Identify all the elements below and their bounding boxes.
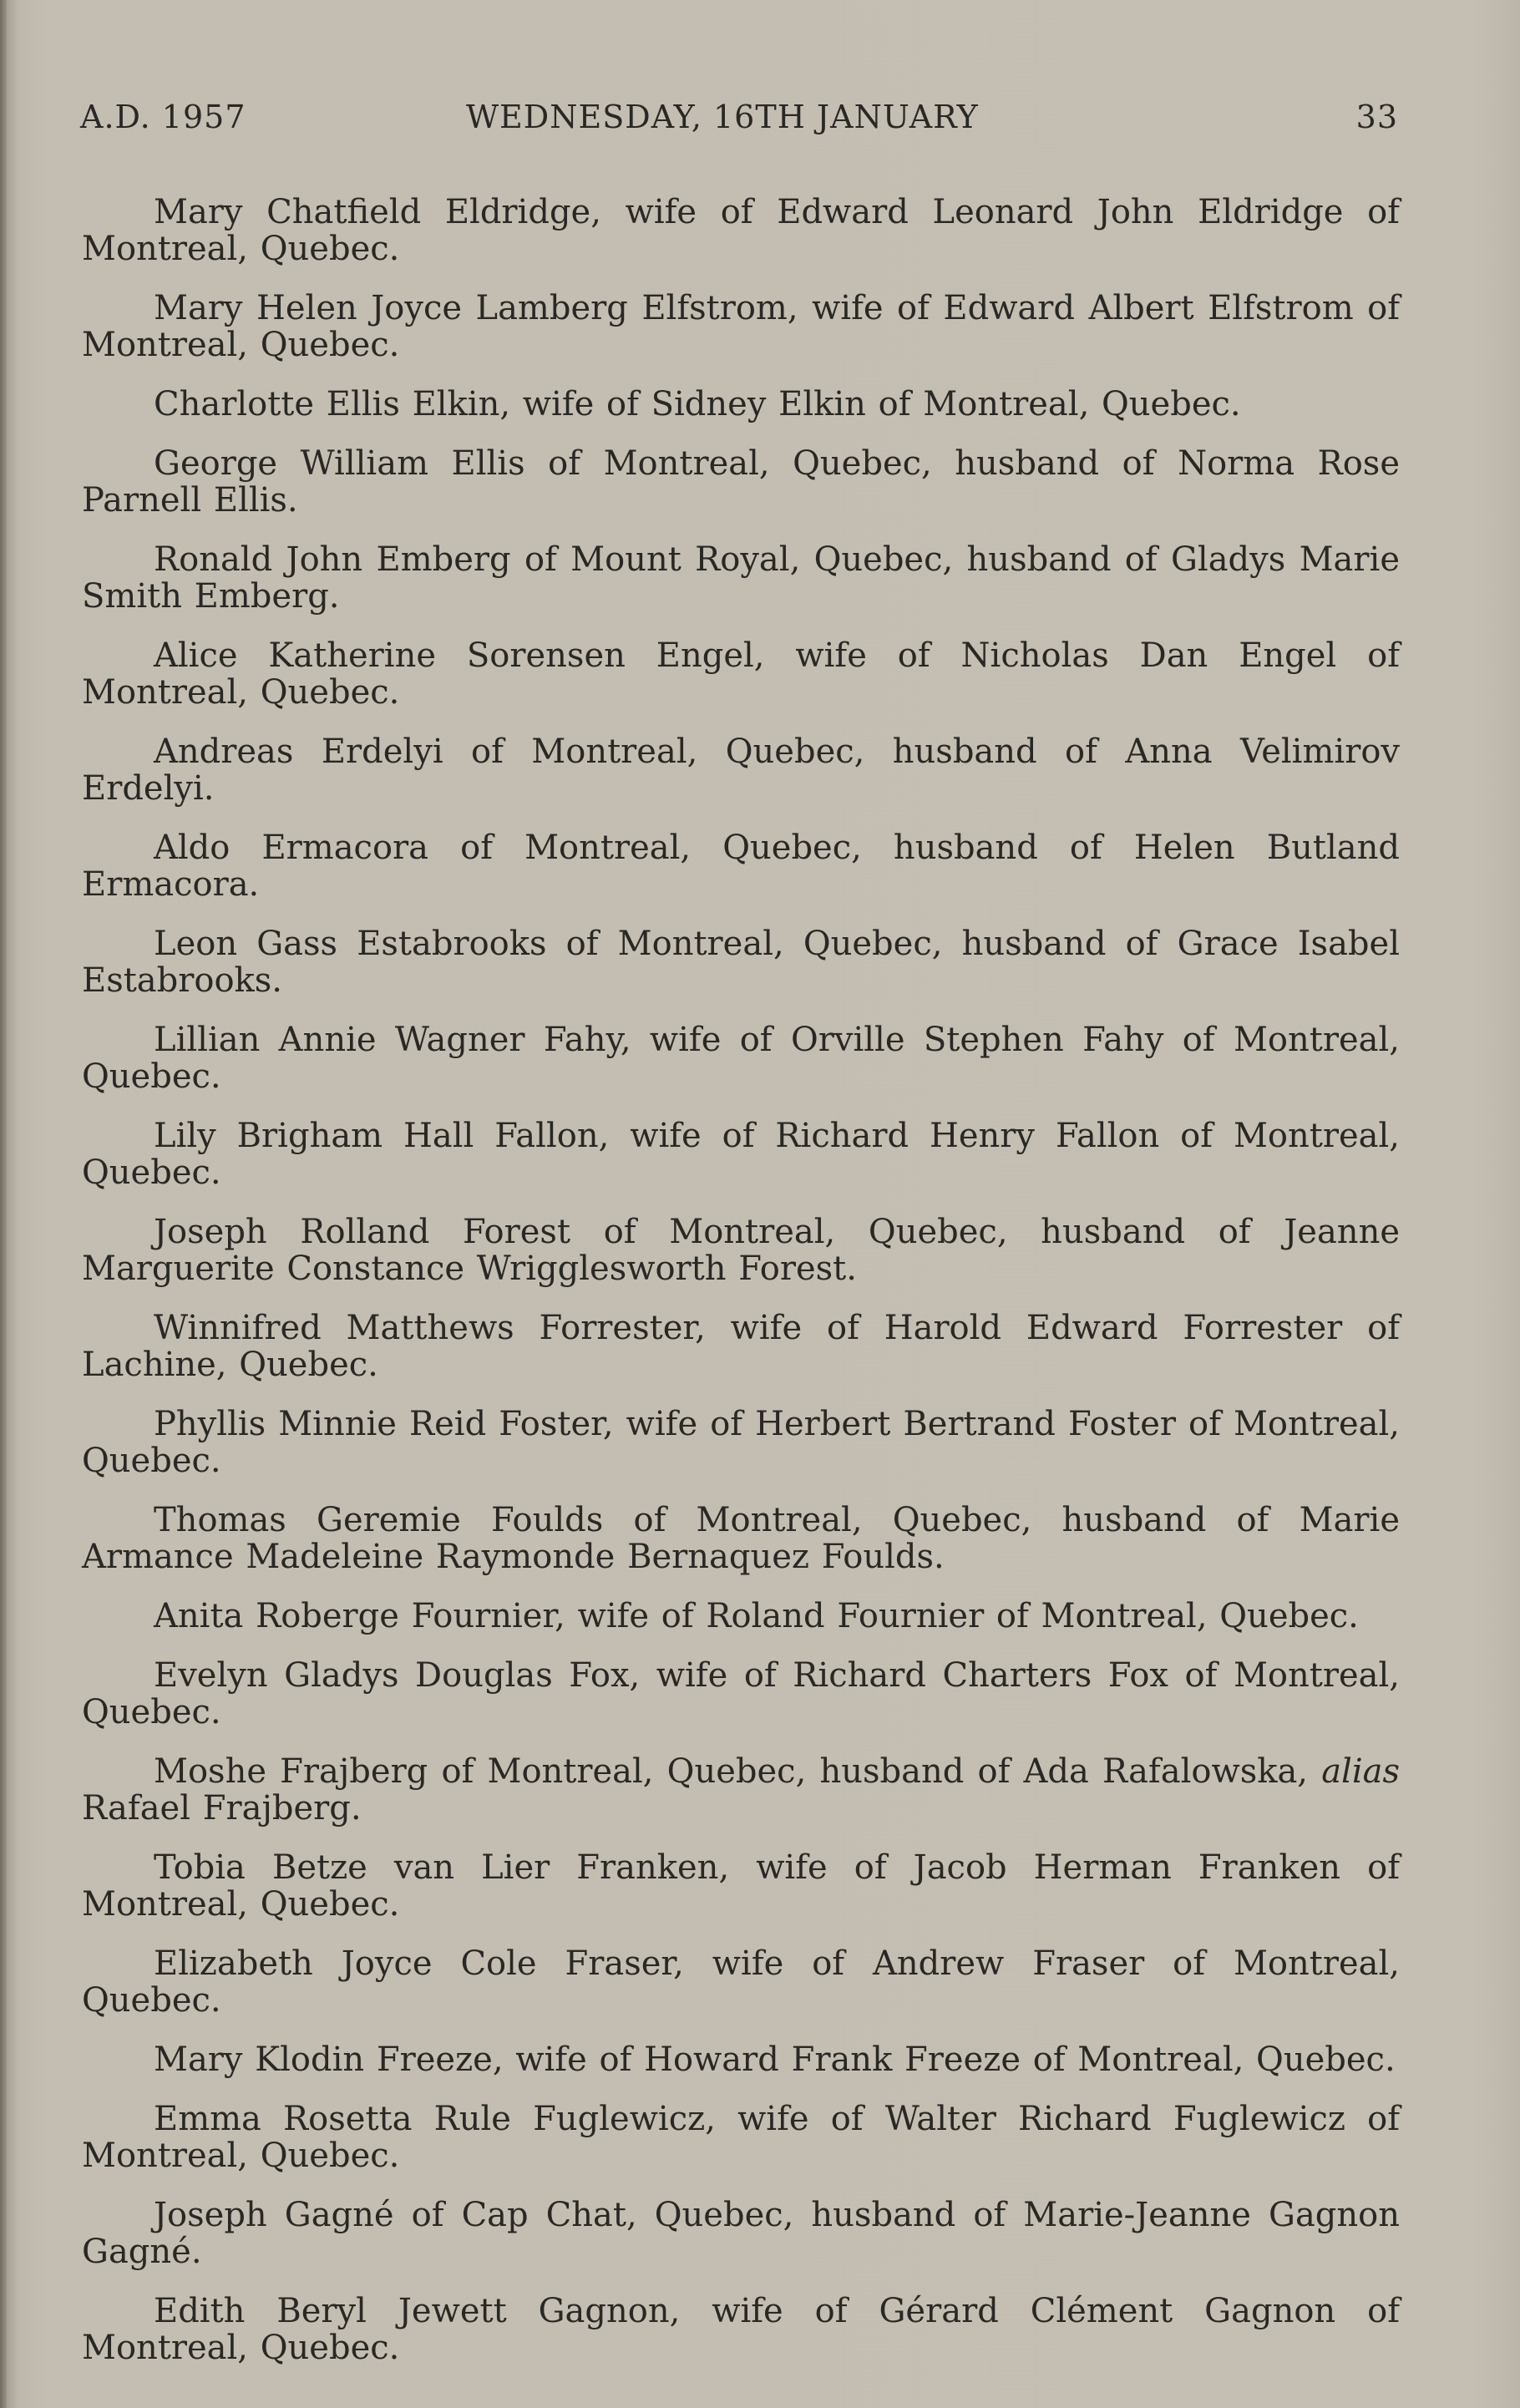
list-item: Joseph Gagné of Cap Chat, Quebec, husband of Marie-Jeanne Gagnon Gagné. — [82, 2196, 1400, 2271]
header-year: A.D. 1957 — [80, 99, 246, 135]
list-item: Aldo Ermacora of Montreal, Quebec, husband of Helen Butland Ermacora. — [82, 829, 1400, 904]
list-item: George William Ellis of Montreal, Quebec, husband of Norma Rose Parnell Ellis. — [82, 444, 1400, 520]
list-item: Mary Klodin Freeze, wife of Howard Frank Freeze of Montreal, Quebec. — [154, 2040, 1396, 2079]
list-item: Joseph Rolland Forest of Montreal, Quebec, husband of Jeanne Marguerite Constance Wrigglesworth Forest. — [82, 1213, 1400, 1288]
entry-text-before-alias: Moshe Frajberg of Montreal, Quebec, husband of Ada Rafalowska, — [154, 1752, 1322, 1791]
list-item: Anita Roberge Fournier, wife of Roland Fournier of Montreal, Quebec. — [154, 1597, 1359, 1635]
list-item: Tobia Betze van Lier Franken, wife of Jacob Herman Franken of Montreal, Quebec. — [82, 1848, 1400, 1924]
page-number: 33 — [1355, 99, 1398, 135]
list-item: Evelyn Gladys Douglas Fox, wife of Richard Charters Fox of Montreal, Quebec. — [82, 1656, 1400, 1731]
list-item: Lillian Annie Wagner Fahy, wife of Orville Stephen Fahy of Montreal, Quebec. — [82, 1021, 1400, 1096]
alias-italic: alias — [1321, 1752, 1400, 1791]
entry-list — [82, 194, 1400, 2389]
list-item: Emma Rosetta Rule Fuglewicz, wife of Walter Richard Fuglewicz of Montreal, Quebec. — [82, 2100, 1400, 2175]
list-item: Alice Katherine Sorensen Engel, wife of Nicholas Dan Engel of Montreal, Quebec. — [82, 636, 1400, 712]
list-item: Edith Beryl Jewett Gagnon, wife of Gérard Clément Gagnon of Montreal, Quebec. — [82, 2292, 1400, 2367]
header-title: WEDNESDAY, 16TH JANUARY — [466, 99, 979, 135]
list-item: Elizabeth Joyce Cole Fraser, wife of Andrew Fraser of Montreal, Quebec. — [82, 1944, 1400, 2020]
list-item: Lily Brigham Hall Fallon, wife of Richard Henry Fallon of Montreal, Quebec. — [82, 1117, 1400, 1192]
list-item: Andreas Erdelyi of Montreal, Quebec, husband of Anna Velimirov Erdelyi. — [82, 733, 1400, 808]
list-item: Mary Helen Joyce Lamberg Elfstrom, wife of Edward Albert Elfstrom of Montreal, Quebec. — [82, 289, 1400, 364]
list-item: Ronald John Emberg of Mount Royal, Quebec, husband of Gladys Marie Smith Emberg. — [82, 540, 1400, 616]
list-item: Mary Chatfield Eldridge, wife of Edward Leonard John Eldridge of Montreal, Quebec. — [82, 193, 1400, 268]
page-header — [80, 99, 1398, 149]
list-item: Leon Gass Estabrooks of Montreal, Quebec, husband of Grace Isabel Estabrooks. — [82, 925, 1400, 1000]
entry-text-after-alias: Rafael Frajberg. — [82, 1789, 362, 1828]
list-item: Winnifred Matthews Forrester, wife of Harold Edward Forrester of Lachine, Quebec. — [82, 1309, 1400, 1384]
list-item: Phyllis Minnie Reid Foster, wife of Herbert Bertrand Foster of Montreal, Quebec. — [82, 1405, 1400, 1480]
list-item: Thomas Geremie Foulds of Montreal, Quebec, husband of Marie Armance Madeleine Raymonde Bernaquez Foulds. — [82, 1501, 1400, 1576]
list-item — [82, 1753, 1400, 1827]
page-binding-edge — [0, 0, 7, 2408]
list-item: Charlotte Ellis Elkin, wife of Sidney Elkin of Montreal, Quebec. — [154, 385, 1241, 423]
